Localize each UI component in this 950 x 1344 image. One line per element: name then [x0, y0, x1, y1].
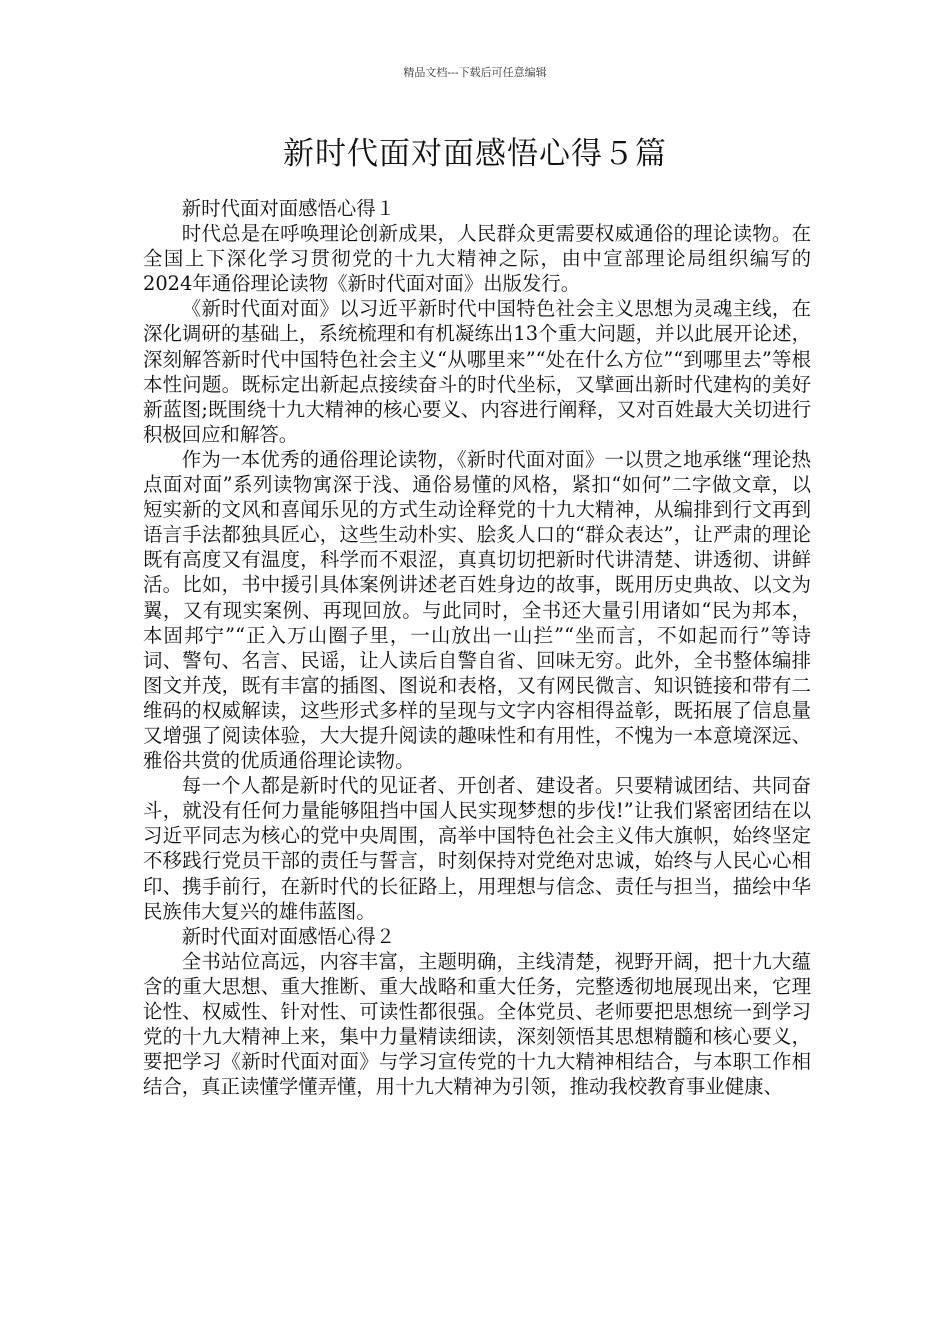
paragraph: 全书站位高远，内容丰富，主题明确，主线清楚，视野开阔，把十九大蕴含的重大思想、重大推断、重大战略和重大任务，完整透彻地展现出来，它理论性、权威性、针对性、可读性都很强。全体党员、老师要把思想统一到学习党的十九大精神上来，集中力量精读细读，深刻领悟其思想精髓和核心要义，要把学习《新时代面对面》与学习宣传党的十九大精神相结合，与本职工作相结合，真正读懂学懂弄懂，用十九大精神为引领，推动我校教育事业健康、 — [143, 949, 811, 1099]
section-heading-2: 新时代面对面感悟心得２ — [181, 924, 396, 948]
document-body — [143, 196, 811, 1099]
document-title: 新时代面对面感悟心得５篇 — [283, 136, 667, 172]
paragraph: 《新时代面对面》以习近平新时代中国特色社会主义思想为灵魂主线，在深化调研的基础上，系统梳理和有机凝练出13个重大问题，并以此展开论述，深刻解答新时代中国特色社会主义“从哪里来”“处在什么方位”“到哪里去”等根本性问题。既标定出新起点接续奋斗的时代坐标，又擘画出新时代建构的美好新蓝图;既围绕十九大精神的核心要义、内容进行阐释，又对百姓最大关切进行积极回应和解答。 — [143, 297, 811, 446]
paragraph: 作为一本优秀的通俗理论读物，《新时代面对面》一以贯之地承继“理论热点面对面”系列读物寓深于浅、通俗易懂的风格，紧扣“如何”二字做文章，以短实新的文风和喜闻乐见的方式生动诠释党的十九大精神，从编排到行文再到语言手法都独具匠心，这些生动朴实、脍炙人口的“群众表达”，让严肃的理论既有高度又有温度，科学而不艰涩，真真切切把新时代讲清楚、讲透彻、讲鲜活。比如，书中援引具体案例讲述老百姓身边的故事，既用历史典故、以文为翼，又有现实案例、再现回放。与此同时，全书还大量引用诸如“民为邦本，本固邦宁”“正入万山圈子里，一山放出一山拦”“坐而言，不如起而行”等诗词、警句、名言、民谣，让人读后自警自省、回味无穷。此外，全书整体编排图文并茂，既有丰富的插图、图说和表格，又有网民微言、知识链接和带有二维码的权威解读，这些形式多样的呈现与文字内容相得益彰，既拓展了信息量又增强了阅读体验，大大提升阅读的趣味性和有用性，不愧为一本意境深远、雅俗共赏的优质通俗理论读物。 — [143, 447, 811, 773]
page-header: 精品文档---下载后可任意编辑 — [403, 66, 547, 79]
section-heading-1: 新时代面对面感悟心得１ — [181, 197, 396, 220]
paragraph: 时代总是在呼唤理论创新成果，人民群众更需要权威通俗的理论读物。在全国上下深化学习贯彻党的十九大精神之际，由中宣部理论局组织编写的2024年通俗理论读物《新时代面对面》出版发行。 — [143, 222, 811, 296]
paragraph: 每一个人都是新时代的见证者、开创者、建设者。只要精诚团结、共同奋斗，就没有任何力量能够阻挡中国人民实现梦想的步伐!”让我们紧密团结在以习近平同志为核心的党中央周围，高举中国特色社会主义伟大旗帜，始终坚定不移践行党员干部的责任与誓言，时刻保持对党绝对忠诚，始终与人民心心相印、携手前行，在新时代的长征路上，用理想与信念、责任与担当，描绘中华民族伟大复兴的雄伟蓝图。 — [143, 774, 811, 923]
